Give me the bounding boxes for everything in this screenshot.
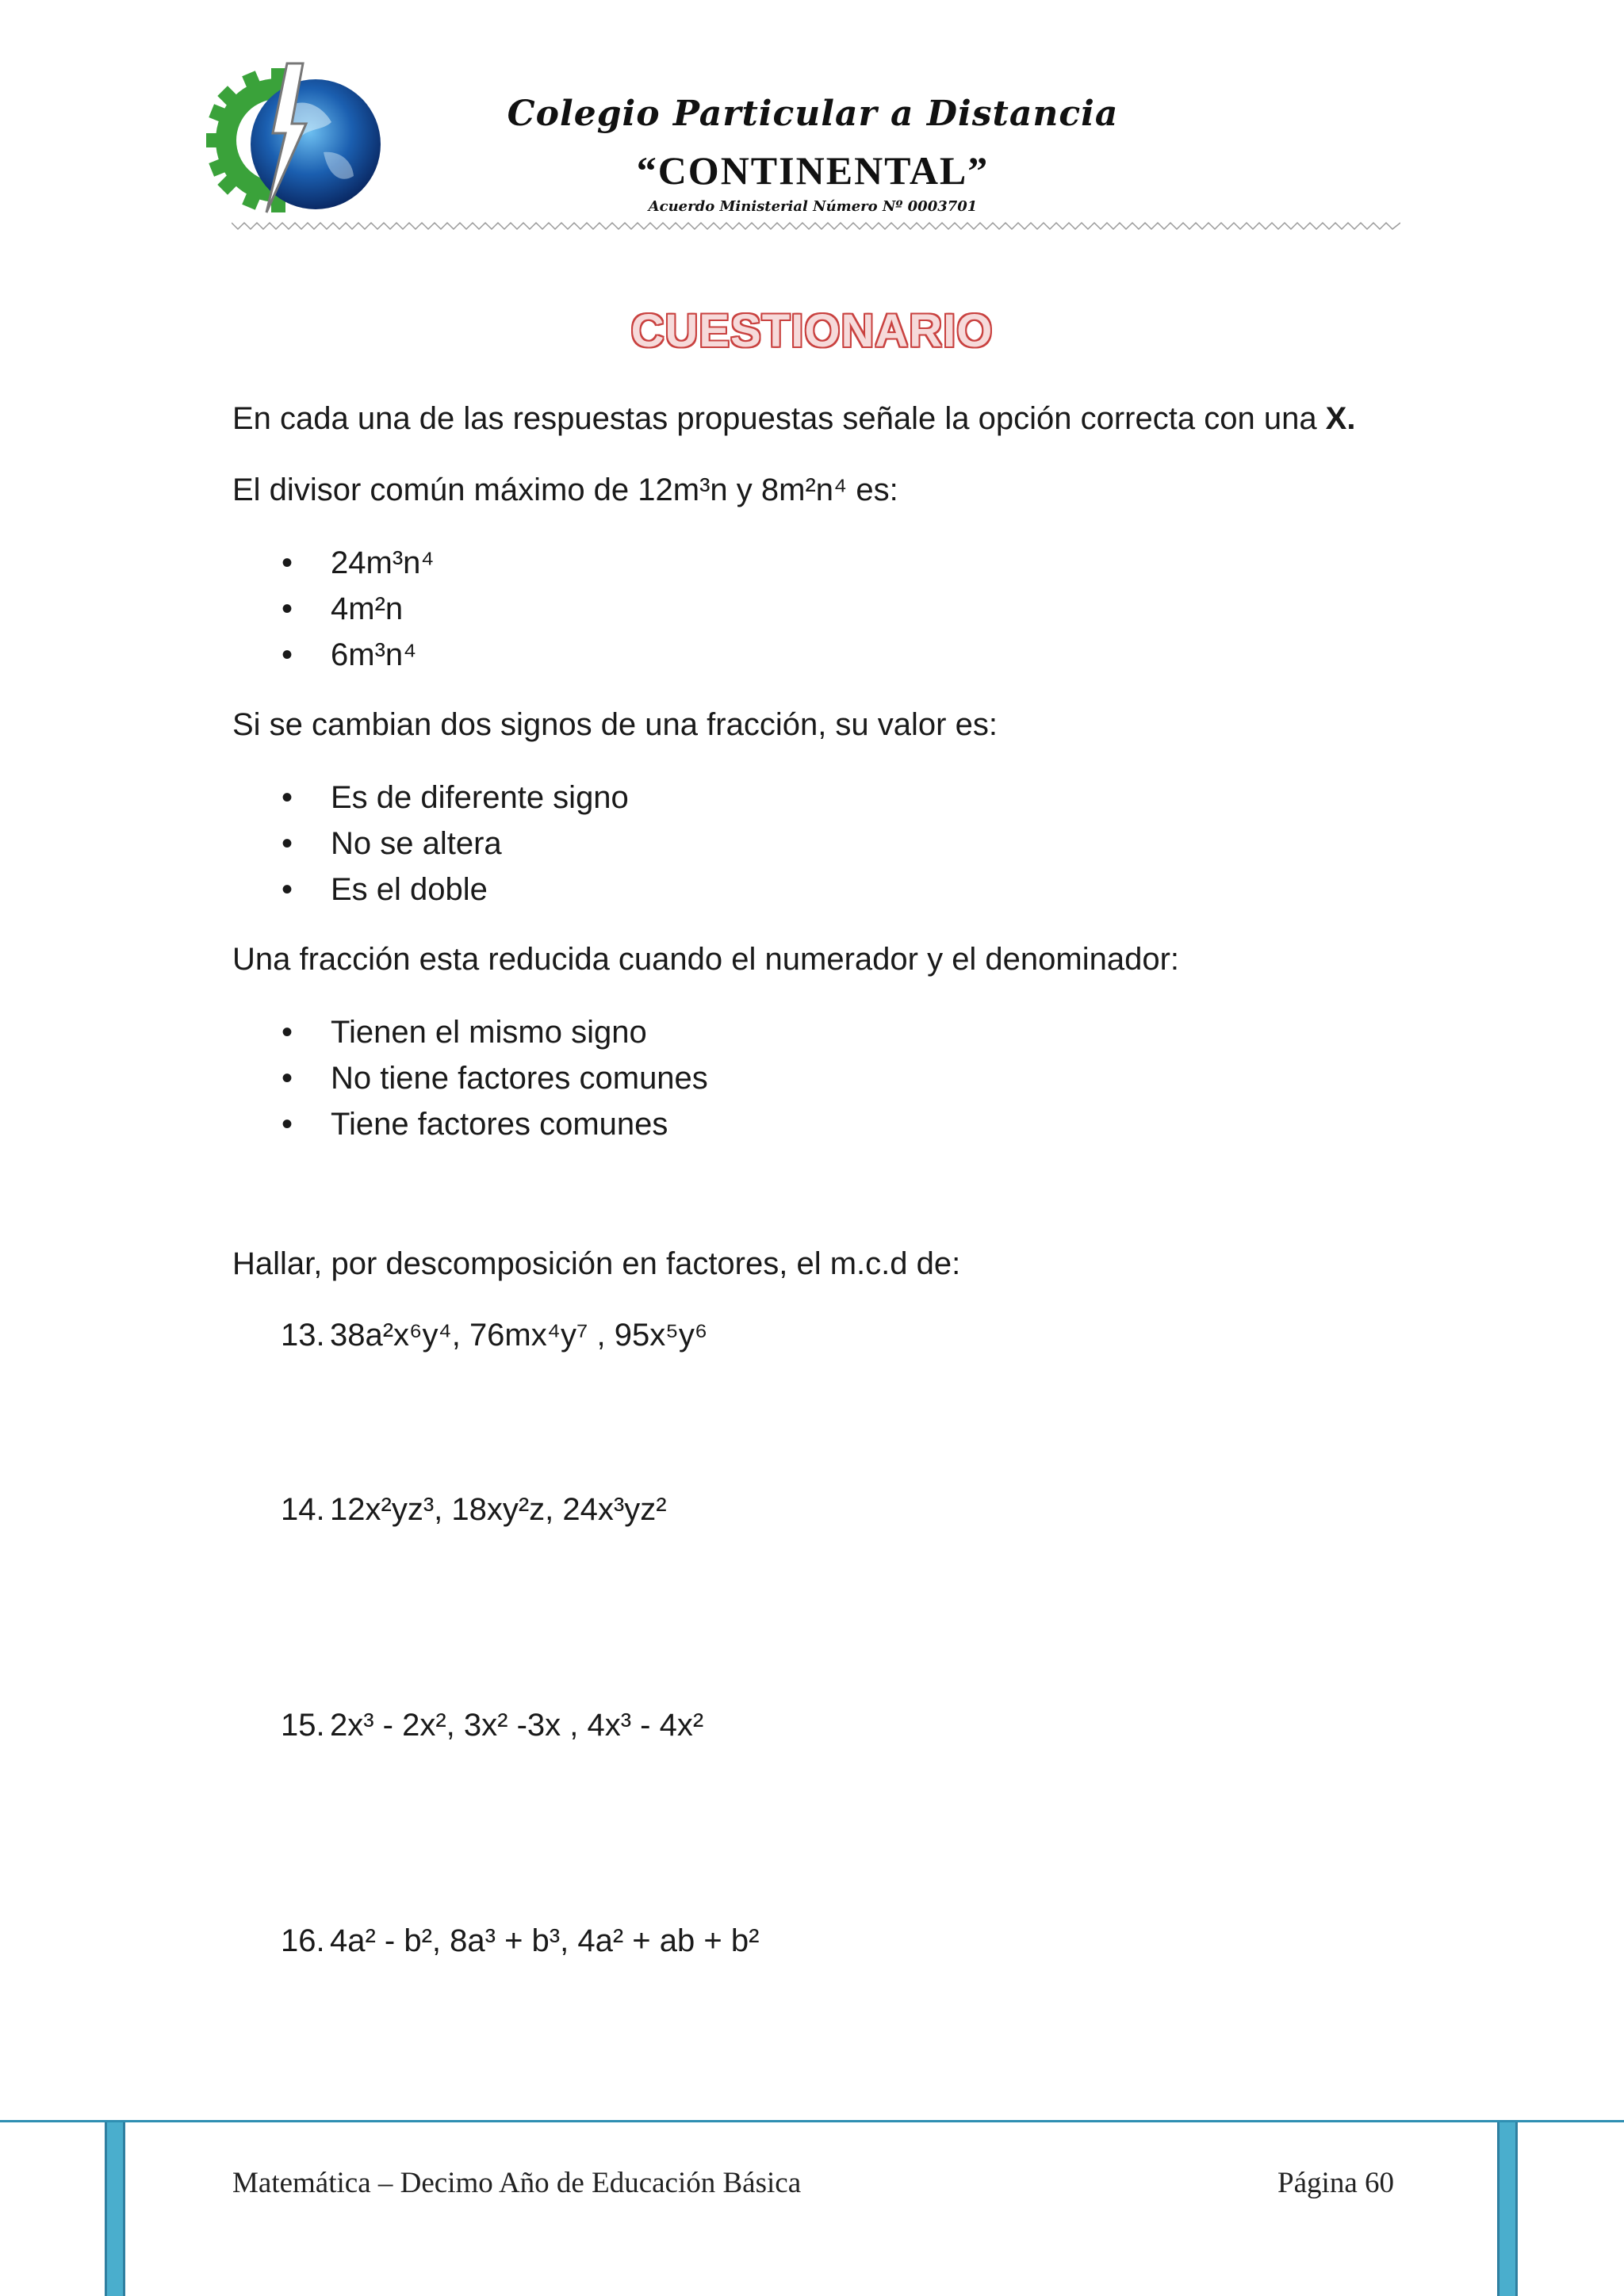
instruction-body: En cada una de las respuestas propuestas señale la opción correcta con una	[232, 401, 1326, 436]
ministerial-agreement: Acuerdo Ministerial Número Nº 0003701	[648, 198, 978, 215]
school-subtitle: “CONTINENTAL”	[636, 148, 990, 193]
instruction-text	[232, 400, 1355, 438]
exercise-text: 38a²x⁶y⁴, 76mx⁴y⁷ , 95x⁵y⁶	[330, 1318, 708, 1353]
globe-icon	[251, 79, 381, 209]
question-3-prompt: Una fracción esta reducida cuando el numerador y el denominador:	[232, 942, 1180, 977]
footer-left-bar	[105, 2122, 125, 2296]
option-item: • 6m³n⁴	[282, 636, 435, 682]
instruction-mark: X.	[1325, 401, 1356, 436]
option-item: • No tiene factores comunes	[282, 1059, 708, 1105]
footer-right-bar	[1497, 2122, 1518, 2296]
exercise-number: 16.	[281, 1923, 325, 1958]
exercise-number: 13.	[281, 1318, 325, 1353]
exercise-text: 12x²yz³, 18xy²z, 24x³yz²	[330, 1492, 667, 1527]
header-divider	[232, 220, 1400, 232]
question-1-prompt: El divisor común máximo de 12m³n y 8m²n⁴ es:	[232, 473, 898, 507]
exercise-text: 4a² - b², 8a³ + b³, 4a² + ab + b²	[330, 1923, 760, 1958]
exercise-text: 2x³ - 2x², 3x² -3x , 4x³ - 4x²	[330, 1708, 704, 1743]
option-item: • Es el doble	[282, 871, 629, 916]
exercise-16	[281, 1922, 759, 1960]
footer-course: Matemática – Decimo Año de Educación Básica	[232, 2167, 802, 2199]
option-item: • No se altera	[282, 825, 629, 871]
footer-page-number: Página 60	[1277, 2167, 1394, 2199]
footer-divider	[0, 2120, 1624, 2122]
question-2-prompt: Si se cambian dos signos de una fracción, su valor es:	[232, 707, 998, 742]
exercise-14	[281, 1490, 667, 1529]
exercise-15	[281, 1706, 703, 1744]
option-item: • Tienen el mismo signo	[282, 1013, 708, 1059]
question-2-options	[282, 779, 629, 916]
exercise-intro: Hallar, por descomposición en factores, el m.c.d de:	[232, 1246, 961, 1281]
question-1-options	[282, 544, 435, 682]
option-item: • Es de diferente signo	[282, 779, 629, 825]
school-name: Colegio Particular a Distancia	[507, 94, 1119, 134]
school-logo	[205, 57, 392, 224]
question-3-options	[282, 1013, 708, 1151]
option-item: • Tiene factores comunes	[282, 1105, 708, 1151]
exercise-number: 14.	[281, 1492, 325, 1527]
option-item: • 24m³n⁴	[282, 544, 435, 590]
option-item: • 4m²n	[282, 590, 435, 636]
page-title: CUESTIONARIO	[630, 305, 994, 357]
exercise-number: 15.	[281, 1708, 325, 1743]
exercise-13	[281, 1316, 707, 1354]
